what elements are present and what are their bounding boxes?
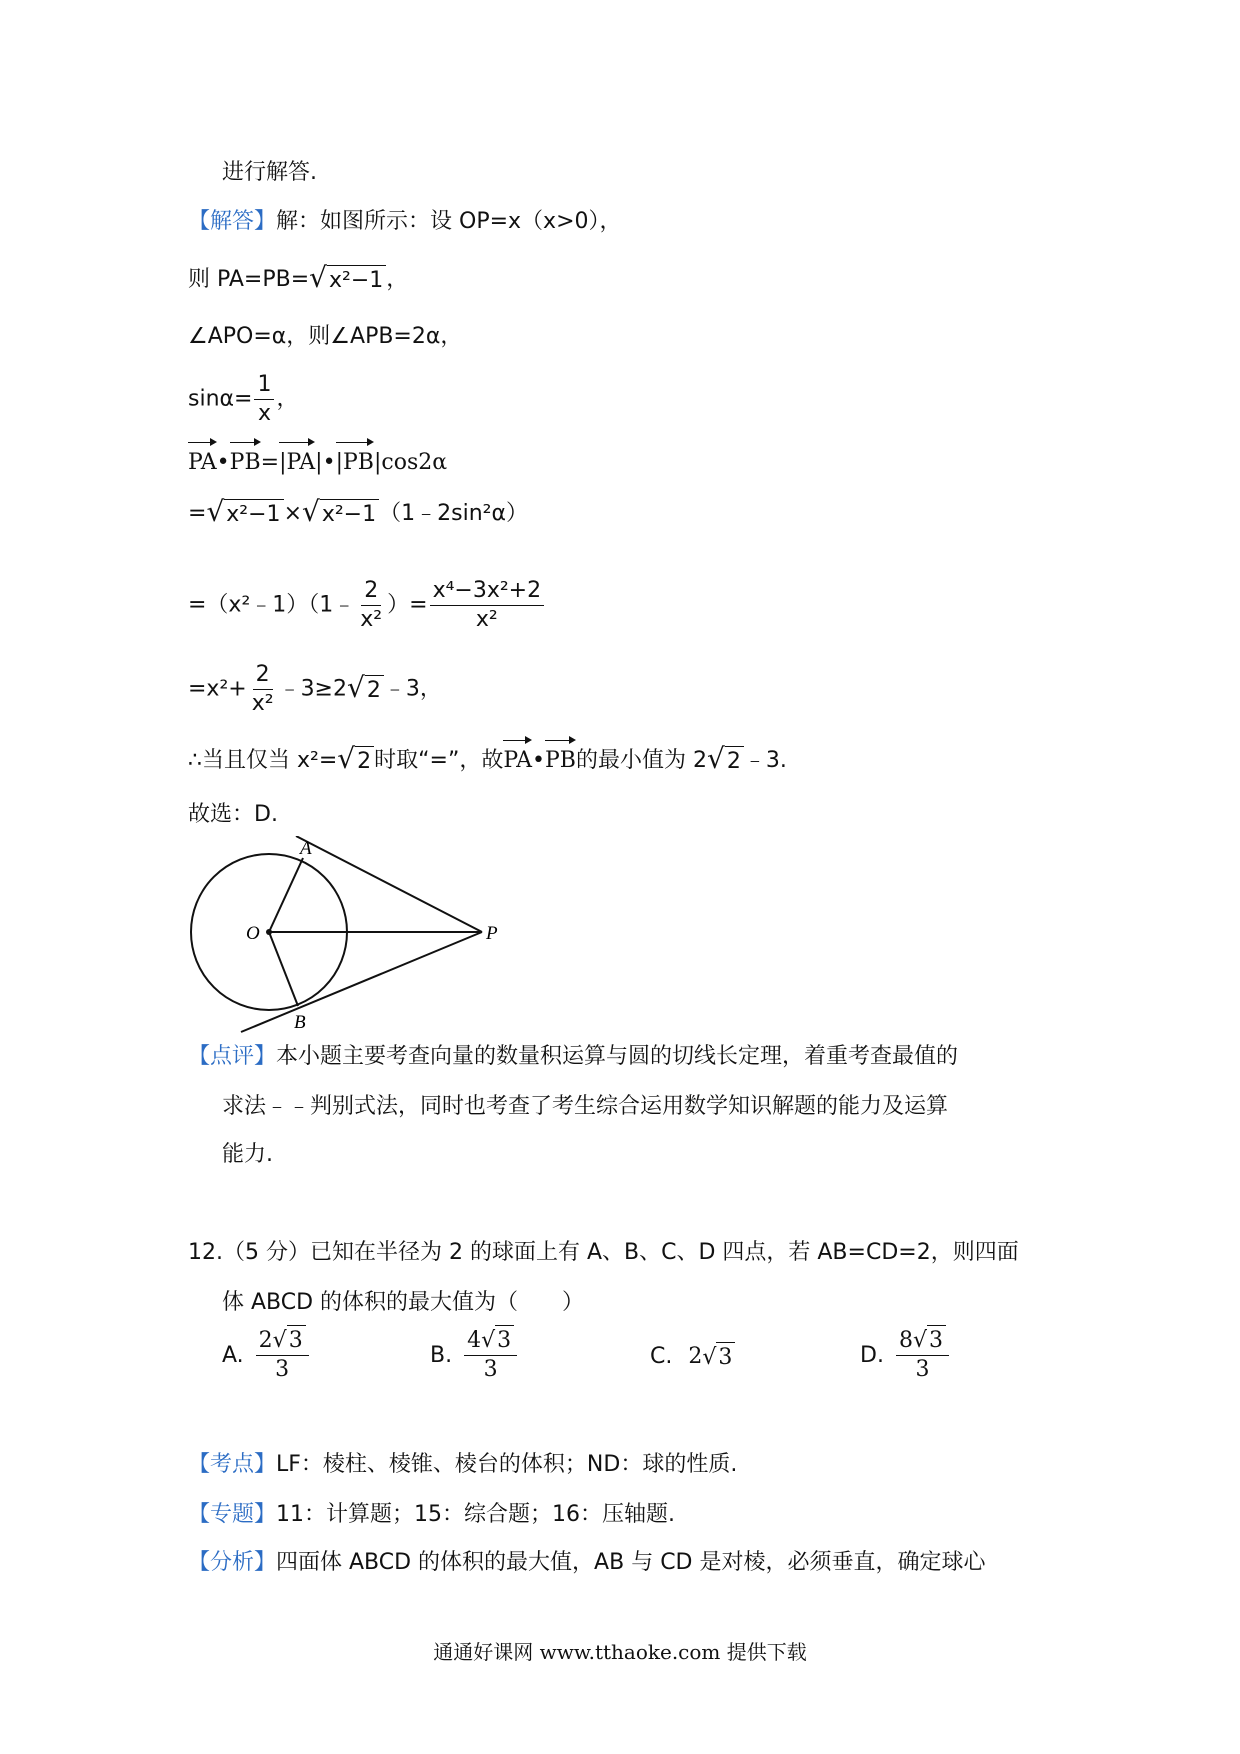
text-line-1: 进行解答. bbox=[222, 160, 317, 185]
choice-a-value: $\frac{2√3}{3}$ bbox=[256, 1330, 309, 1381]
point-o bbox=[266, 929, 272, 935]
tangent-figure bbox=[186, 836, 526, 1036]
choice-b-coef: 4 bbox=[467, 1328, 482, 1353]
vector-pb: PB bbox=[230, 440, 261, 478]
choice-c[interactable] bbox=[650, 1344, 735, 1370]
sin-line bbox=[188, 374, 298, 425]
choice-d-rad: 3 bbox=[927, 1325, 946, 1353]
sin-comma: ， bbox=[276, 386, 299, 412]
choice-d-value: $\frac{8√3}{3}$ bbox=[896, 1330, 949, 1381]
sqrt-radicand-2: x²−1 bbox=[224, 499, 283, 527]
concl-post: ﹣3. bbox=[743, 748, 787, 773]
dot-op-3: • bbox=[532, 748, 545, 773]
kaodian-line bbox=[188, 1450, 737, 1480]
choice-c-value: 2√3 bbox=[688, 1344, 735, 1370]
expand-text: =（x²﹣1）（1﹣ bbox=[188, 592, 356, 618]
page-footer: 通通好课网 www.tthaoke.com 提供下载 bbox=[433, 1640, 807, 1664]
factor-text: （1﹣2sin²α） bbox=[379, 501, 528, 526]
sqrt-expr-3: √x²−1 bbox=[302, 498, 379, 530]
tangent-pb bbox=[241, 932, 482, 1032]
vector-pa-2: PA bbox=[503, 738, 532, 776]
frac-den-poly: x² bbox=[475, 607, 498, 632]
comment-text-1: 本小题主要考查向量的数量积运算与圆的切线长定理，着重考查最值的 bbox=[276, 1044, 959, 1069]
choice-a[interactable] bbox=[222, 1330, 311, 1381]
choice-a-den: 3 bbox=[275, 1357, 290, 1382]
tangent-pa bbox=[296, 836, 482, 932]
equals: = bbox=[260, 450, 280, 475]
choice-b-value: $\frac{4√3}{3}$ bbox=[464, 1330, 517, 1381]
label-b: B bbox=[294, 1012, 306, 1033]
vector-pb-2: PB bbox=[545, 738, 576, 776]
choice-result: 故选：D. bbox=[188, 802, 278, 827]
equals-2: = bbox=[188, 501, 207, 526]
pa-pb-line bbox=[188, 261, 409, 296]
zhuanti-line bbox=[188, 1500, 675, 1530]
abs-vector-pb: |PB bbox=[336, 440, 374, 478]
segment-oa bbox=[269, 858, 303, 932]
frac-den-2: x² bbox=[360, 607, 383, 632]
choice-c-coef: 2 bbox=[688, 1344, 703, 1369]
choice-d-label: D. bbox=[860, 1343, 884, 1368]
question-12-line-1: 12.（5 分）已知在半径为 2 的球面上有 A、B、C、D 四点，若 AB=CD=2，则四面 bbox=[188, 1240, 1019, 1265]
ineq-post: ﹣3， bbox=[383, 676, 442, 702]
product-line bbox=[188, 495, 528, 530]
fenxi-tag: 【分析】 bbox=[188, 1550, 277, 1575]
label-p: P bbox=[486, 923, 498, 944]
concl-tail: 的最小值为 2 bbox=[575, 748, 707, 773]
frac-den-3: x² bbox=[251, 691, 274, 716]
answer-line bbox=[188, 207, 622, 237]
choice-b-rad: 3 bbox=[495, 1325, 514, 1353]
dot-product-line bbox=[188, 440, 447, 478]
comment-tag: 【点评】 bbox=[188, 1044, 277, 1069]
cos-term: cos2α bbox=[381, 450, 448, 475]
comment-line-1 bbox=[188, 1042, 958, 1072]
choice-d-coef: 8 bbox=[898, 1328, 913, 1353]
sin-text: sinα= bbox=[188, 386, 253, 412]
choice-a-label: A. bbox=[222, 1343, 244, 1368]
question-12-line-2: 体 ABCD 的体积的最大值为（ ） bbox=[222, 1290, 585, 1315]
frac-num-poly: x⁴−3x²+2 bbox=[430, 580, 545, 606]
fenxi-line bbox=[188, 1548, 986, 1578]
frac-den: x bbox=[257, 401, 271, 426]
zhuanti-text: 11：计算题；15：综合题；16：压轴题. bbox=[276, 1502, 675, 1527]
abs-bar-2: | bbox=[373, 450, 382, 475]
zhuanti-tag: 【专题】 bbox=[188, 1502, 277, 1527]
sqrt-radicand-6: 2 bbox=[725, 746, 744, 774]
concl-pre: ∴当且仅当 x²= bbox=[188, 748, 338, 773]
times-op: × bbox=[283, 501, 302, 526]
ineq-mid: ﹣3≥2 bbox=[278, 676, 347, 702]
ineq-text: =x²+ bbox=[188, 676, 247, 702]
segment-ob bbox=[269, 932, 298, 1006]
fraction-2-over-x2-b bbox=[249, 664, 277, 715]
fraction-2-over-x2 bbox=[357, 580, 385, 631]
fraction-1-over-x bbox=[254, 374, 274, 425]
conclusion-line bbox=[188, 738, 787, 777]
comment-line-3: 能力. bbox=[222, 1142, 273, 1167]
choice-c-label: C. bbox=[650, 1344, 673, 1370]
answer-tag: 【解答】 bbox=[188, 209, 277, 234]
inequality-line bbox=[188, 664, 442, 715]
sqrt-2-b: √2 bbox=[337, 745, 374, 777]
choice-b-label: B. bbox=[430, 1343, 453, 1368]
choice-b[interactable] bbox=[430, 1330, 519, 1381]
frac-num-2: 2 bbox=[361, 580, 381, 606]
choice-b-den: 3 bbox=[483, 1357, 498, 1382]
pa-pb-comma: ， bbox=[386, 267, 409, 292]
concl-mid: 时取“=”，故 bbox=[374, 748, 504, 773]
frac-num: 1 bbox=[254, 374, 274, 400]
expand-mid: ）= bbox=[387, 592, 428, 618]
choice-a-coef: 2 bbox=[258, 1328, 273, 1353]
expand-line bbox=[188, 580, 546, 631]
dot-op: • bbox=[216, 450, 230, 475]
pa-pb-text: 则 PA=PB= bbox=[188, 267, 310, 292]
sqrt-radicand-4: 2 bbox=[365, 675, 384, 703]
label-a: A bbox=[300, 838, 312, 859]
angle-line: ∠APO=α，则∠APB=2α， bbox=[188, 324, 463, 349]
abs-vector-pa: |PA bbox=[279, 440, 315, 478]
sqrt-radicand-5: 2 bbox=[355, 746, 374, 774]
sqrt-expr-2: √x²−1 bbox=[206, 498, 283, 530]
abs-bar-1: | bbox=[315, 450, 323, 475]
kaodian-tag: 【考点】 bbox=[188, 1452, 277, 1477]
sqrt-radicand-3: x²−1 bbox=[320, 499, 379, 527]
sqrt-radicand: x²−1 bbox=[327, 265, 386, 293]
fraction-poly bbox=[430, 580, 545, 631]
sqrt-2: √2 bbox=[347, 674, 384, 706]
choice-c-rad: 3 bbox=[716, 1342, 735, 1370]
sqrt-expr: √x²−1 bbox=[309, 264, 386, 296]
choice-d[interactable] bbox=[860, 1330, 951, 1381]
answer-text: 解：如图所示：设 OP=x（x>0）， bbox=[276, 209, 622, 234]
dot-op-2: • bbox=[322, 450, 336, 475]
choice-d-den: 3 bbox=[915, 1357, 930, 1382]
comment-line-2: 求法﹣﹣判别式法，同时也考查了考生综合运用数学知识解题的能力及运算 bbox=[222, 1094, 949, 1119]
kaodian-text: LF：棱柱、棱锥、棱台的体积；ND：球的性质. bbox=[276, 1452, 738, 1477]
fenxi-text: 四面体 ABCD 的体积的最大值，AB 与 CD 是对棱，必须垂直，确定球心 bbox=[276, 1550, 986, 1575]
choice-a-rad: 3 bbox=[287, 1325, 306, 1353]
vector-pa: PA bbox=[188, 440, 217, 478]
sqrt-2-c: √2 bbox=[707, 745, 744, 777]
frac-num-3: 2 bbox=[253, 664, 273, 690]
label-o: O bbox=[246, 923, 260, 944]
